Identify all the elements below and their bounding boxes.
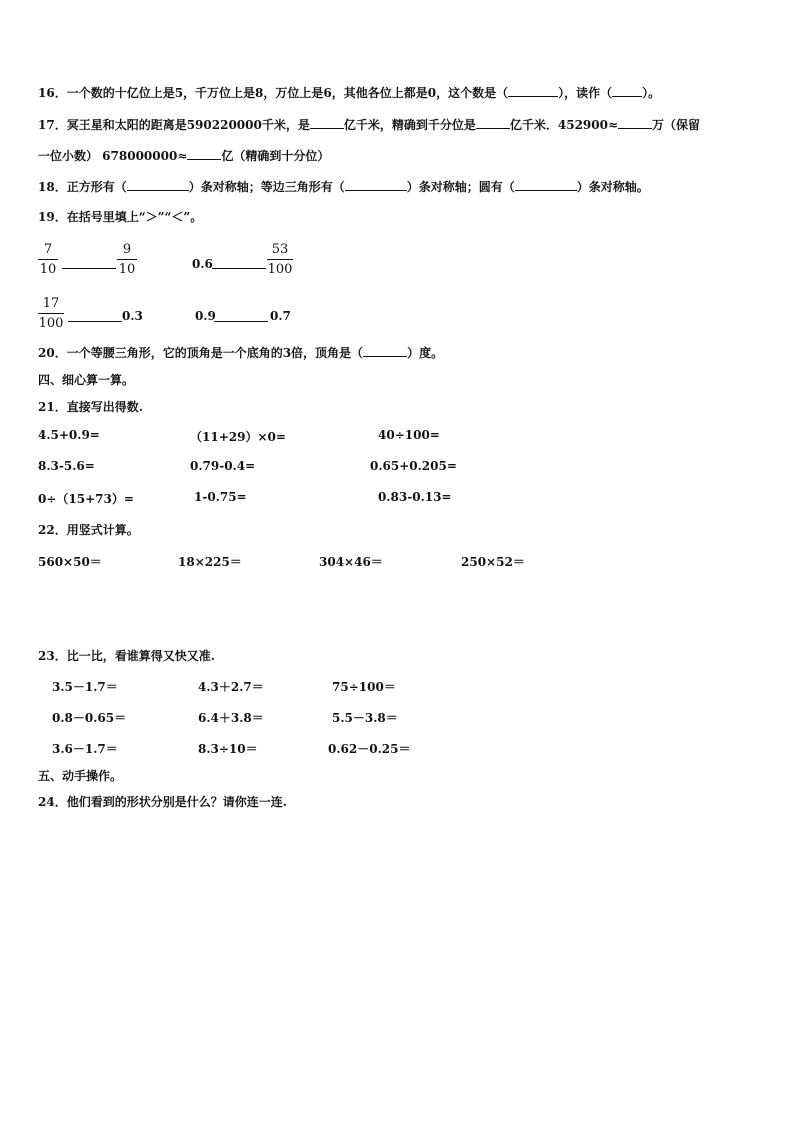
fraction-7-10	[38, 242, 58, 277]
q23-item: 3.5－1.7＝	[52, 680, 118, 694]
fraction-bar	[267, 259, 293, 260]
answer-blank[interactable]	[363, 345, 407, 357]
answer-blank[interactable]	[187, 148, 221, 160]
fraction-bar	[38, 313, 64, 314]
q17-text-e: 一位小数） 678000000≈	[38, 149, 188, 163]
q23-item: 6.4＋3.8＝	[198, 711, 264, 725]
question-16	[38, 84, 660, 101]
question-18	[38, 178, 649, 195]
section-4-heading: 四、细心算一算。	[38, 373, 135, 387]
q18-text-a: 18．正方形有（	[38, 180, 127, 194]
q17-text-a: 17．冥王星和太阳的距离是590220000千米，是	[38, 118, 310, 132]
compare-blank[interactable]	[214, 310, 268, 322]
question-23-title: 23．比一比，看谁算得又快又准.	[38, 649, 215, 663]
fraction-bar	[117, 259, 137, 260]
q22-item: 18×225＝	[178, 555, 242, 569]
q21-item: 0÷（15+73）=	[38, 492, 134, 506]
decimal-0-9: 0.9	[195, 309, 216, 323]
fraction-bar	[38, 259, 58, 260]
q21-item: 40÷100=	[378, 428, 440, 442]
answer-blank[interactable]	[310, 117, 344, 129]
q21-item: 0.65+0.205=	[370, 459, 457, 473]
q16-text-b: ），读作（	[558, 86, 613, 100]
q18-text-d: ）条对称轴。	[576, 180, 649, 194]
q18-text-b: ）条对称轴；等边三角形有（	[188, 180, 345, 194]
q23-item: 75÷100＝	[332, 680, 396, 694]
q21-item: （11+29）×0=	[190, 430, 286, 444]
q22-item: 304×46＝	[319, 555, 383, 569]
answer-blank[interactable]	[345, 179, 407, 191]
answer-blank[interactable]	[612, 85, 642, 97]
question-17	[38, 116, 700, 133]
q17-text-c: 亿千米．452900≈	[509, 118, 619, 132]
q18-text-c: ）条对称轴；圆有（	[406, 180, 515, 194]
q23-item: 5.5－3.8＝	[332, 711, 398, 725]
denominator: 100	[38, 316, 64, 331]
q23-item: 3.6－1.7＝	[52, 742, 118, 756]
q17-text-f: 亿（精确到十分位）	[221, 149, 330, 163]
denominator: 10	[39, 262, 57, 277]
question-19-title: 19．在括号里填上“＞”“＜”。	[38, 210, 203, 224]
q20-text-a: 20．一个等腰三角形，它的顶角是一个底角的3倍，顶角是（	[38, 346, 364, 360]
decimal-0-3: 0.3	[122, 309, 143, 323]
q22-item: 250×52＝	[461, 555, 525, 569]
q21-item: 0.79-0.4=	[190, 459, 256, 473]
answer-blank[interactable]	[127, 179, 189, 191]
q23-item: 0.8－0.65＝	[52, 711, 127, 725]
question-24-title: 24．他们看到的形状分别是什么？请你连一连.	[38, 795, 287, 809]
q21-item: 8.3-5.6=	[38, 459, 95, 473]
q23-item: 0.62－0.25＝	[328, 742, 411, 756]
question-22-title: 22．用竖式计算。	[38, 523, 139, 537]
compare-blank[interactable]	[212, 257, 266, 269]
q21-item: 0.83-0.13=	[378, 490, 452, 504]
q22-item: 560×50＝	[38, 555, 102, 569]
compare-blank[interactable]	[68, 310, 122, 322]
q20-text-b: ）度。	[407, 346, 444, 360]
answer-blank[interactable]	[618, 117, 652, 129]
denominator: 100	[267, 262, 293, 277]
denominator: 10	[118, 262, 136, 277]
answer-blank[interactable]	[508, 85, 558, 97]
fraction-17-100	[38, 296, 64, 331]
q16-text-c: ）。	[642, 86, 661, 100]
question-21-title: 21．直接写出得数.	[38, 400, 143, 414]
q21-item: 4.5+0.9=	[38, 428, 100, 442]
q17-text-b: 亿千米，精确到千分位是	[343, 118, 476, 132]
numerator: 53	[271, 242, 289, 257]
fraction-53-100	[267, 242, 293, 277]
q17-text-d: 万（保留	[652, 118, 701, 132]
decimal-0-7: 0.7	[270, 309, 291, 323]
q16-text-a: 16．一个数的十亿位上是5，千万位上是8，万位上是6，其他各位上都是0，这个数是（	[38, 86, 509, 100]
answer-blank[interactable]	[476, 117, 510, 129]
answer-blank[interactable]	[515, 179, 577, 191]
compare-blank[interactable]	[62, 257, 116, 269]
q21-item: 1-0.75=	[194, 490, 247, 504]
q23-item: 4.3＋2.7＝	[198, 680, 264, 694]
question-20	[38, 344, 443, 361]
question-17-cont	[38, 147, 329, 164]
decimal-0-6: 0.6	[192, 257, 213, 271]
numerator: 7	[43, 242, 53, 257]
numerator: 9	[122, 242, 132, 257]
numerator: 17	[42, 296, 60, 311]
section-5-heading: 五、动手操作。	[38, 769, 123, 783]
q23-item: 8.3÷10＝	[198, 742, 258, 756]
fraction-9-10	[117, 242, 137, 277]
